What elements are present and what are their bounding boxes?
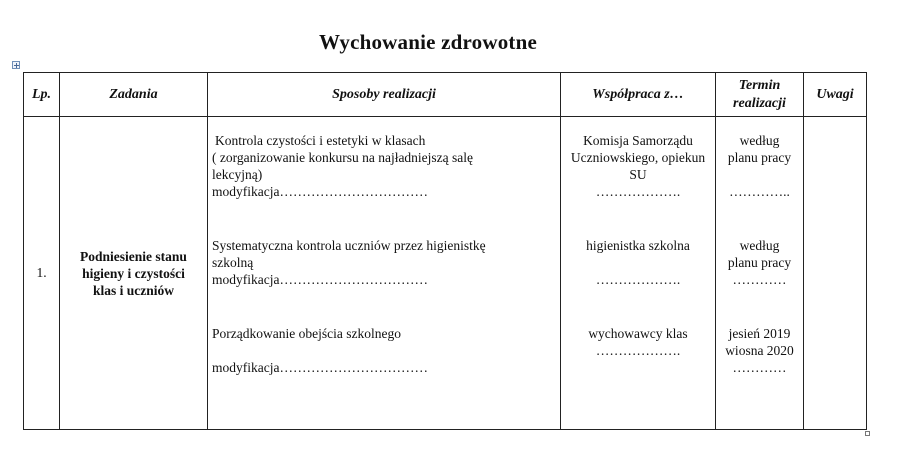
wspolpraca-entry-3 — [561, 325, 715, 359]
termin-line: według — [739, 133, 780, 148]
header-uwagi: Uwagi — [804, 73, 867, 117]
termin-entry-1 — [716, 132, 803, 200]
termin-line: według — [739, 238, 780, 253]
header-zadania: Zadania — [60, 73, 208, 117]
wspolpraca-line: wychowawcy klas — [588, 326, 688, 341]
termin-line: wiosna 2020 — [725, 343, 794, 358]
termin-line: ………….. — [729, 184, 790, 199]
zadanie-line: Podniesienie stanu — [80, 248, 187, 264]
wspolpraca-line: higienistka szkolna — [586, 238, 690, 253]
wspolpraca-line: Uczniowskiego, opiekun SU — [570, 150, 706, 182]
sposoby-entry-1 — [208, 132, 560, 200]
termin-line: ………… — [732, 272, 787, 287]
page-title: Wychowanie zdrowotne — [318, 30, 538, 54]
sposoby-line: Systematyczna kontrola uczniów przez higienistkę — [212, 238, 486, 253]
wspolpraca-line: ………………. — [595, 272, 681, 287]
sposoby-line: szkolną — [212, 255, 254, 270]
zadanie-line: higieny i czystości — [82, 265, 185, 281]
wspolpraca-line: ………………. — [595, 184, 681, 199]
table-move-handle-icon[interactable] — [12, 61, 20, 69]
termin-line: jesień 2019 — [728, 326, 791, 341]
sposoby-line: modyfikacja…………………………… — [212, 184, 428, 199]
termin-line: planu pracy — [727, 255, 792, 270]
cell-lp: 1. — [24, 117, 60, 430]
cell-termin — [716, 117, 804, 430]
sposoby-entry-3 — [208, 325, 560, 376]
cell-zadanie — [60, 117, 208, 430]
zadanie-line: klas i uczniów — [92, 282, 174, 298]
header-termin — [716, 73, 804, 117]
termin-entry-2 — [716, 237, 803, 288]
termin-entry-3 — [716, 325, 803, 376]
wspolpraca-entry-2 — [561, 237, 715, 288]
plan-table — [23, 72, 867, 430]
sposoby-line: Kontrola czystości i estetyki w klasach — [215, 133, 426, 148]
sposoby-line: lekcyjną) — [212, 167, 263, 182]
table-row — [24, 117, 867, 430]
header-termin-line1: Termin — [738, 77, 781, 93]
sposoby-line: Porządkowanie obejścia szkolnego — [212, 326, 401, 341]
header-row — [24, 73, 867, 117]
termin-line: planu pracy — [727, 150, 792, 165]
table-resize-handle-icon[interactable] — [865, 431, 870, 436]
sposoby-entry-2 — [208, 237, 560, 288]
cell-wspolpraca — [561, 117, 716, 430]
cell-uwagi — [804, 117, 867, 430]
header-sposoby: Sposoby realizacji — [208, 73, 561, 117]
header-termin-line2: realizacji — [733, 95, 786, 111]
wspolpraca-line: ………………. — [595, 343, 681, 358]
cell-sposoby — [208, 117, 561, 430]
sposoby-line: ( zorganizowanie konkursu na najładniejszą salę — [212, 150, 474, 165]
header-wspolpraca: Współpraca z… — [561, 73, 716, 117]
sposoby-line: modyfikacja…………………………… — [212, 272, 428, 287]
header-lp: Lp. — [24, 73, 60, 117]
wspolpraca-line: Komisja Samorządu — [583, 133, 693, 148]
wspolpraca-entry-1 — [561, 132, 715, 200]
termin-line: ………… — [732, 360, 787, 375]
sposoby-line: modyfikacja…………………………… — [212, 360, 428, 375]
